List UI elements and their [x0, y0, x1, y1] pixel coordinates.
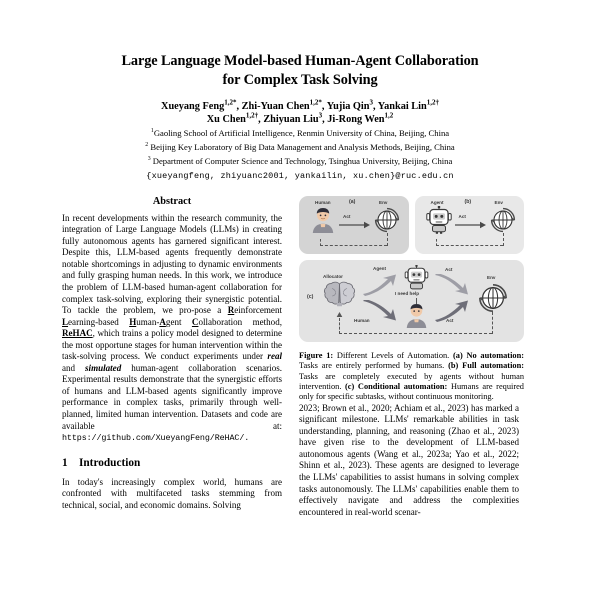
panel-b-feedback-left [436, 239, 437, 246]
acronym-word-reinforcement: einforcement [234, 305, 282, 316]
human-icon [311, 207, 335, 233]
acronym-word-human: uman- [136, 316, 160, 327]
emphasis-simulated: simulated [85, 362, 122, 373]
panel-c-env-label: Env [487, 274, 496, 280]
panel-a-env-label: Env [379, 199, 388, 205]
affiliation-2 [62, 142, 538, 154]
page-title [62, 52, 538, 89]
author-affil-marker: 1,2* [224, 98, 237, 107]
figure-panel-b [415, 196, 525, 254]
robot-icon [426, 206, 452, 234]
acronym-letter-l: L [62, 316, 69, 327]
author-name: Yujia Qin [326, 101, 370, 112]
author-line-2: Xu Chen$^{1,2\dagger}$, Zhiyuan Liu$^3$, Ji-Rong Wen$^{1,2}$ [206, 111, 394, 126]
acronym-word-collaboration: ollaboration method, [198, 316, 282, 327]
figure-1 [299, 196, 524, 403]
title-line-1: Large Language Model-based Human-Agent Collaboration [121, 53, 479, 69]
panel-c-feedback-right [492, 312, 493, 334]
affiliation-3 [62, 156, 538, 168]
author-name: Xueyang Feng [161, 101, 225, 112]
caption-c-text: Humans are required only for specific subtasks, without continuous monitoring. [299, 381, 524, 402]
globe-icon [490, 207, 516, 233]
affiliation-marker: 2 [145, 142, 149, 149]
author-name: Yankai Lin [377, 101, 427, 112]
title-line-2: for Complex Task Solving [222, 71, 378, 88]
abstract-part-2: , which trains a policy model designed to determine the most opportune stages for human intervention within the task-solving process. We conduct experiments under [62, 328, 282, 362]
globe-icon [374, 207, 400, 233]
author-affil-marker: 3 [369, 98, 374, 107]
panel-b-feedback-right [503, 233, 504, 246]
author-affil-marker: 3 [318, 111, 323, 120]
panel-c-human-branch-label: Human [354, 317, 370, 323]
affiliation-text: Department of Computer Science and Technology, Tsinghua University, Beijing, China [152, 155, 453, 166]
author-affil-marker: 1,2 [384, 111, 394, 120]
panel-c-action-label-top: Act [445, 266, 453, 272]
author-name: Ji-Rong Wen [327, 114, 385, 126]
caption-b-tag: (b) Full automation: [448, 361, 524, 371]
panel-c-action-label-bottom: Act [446, 317, 454, 323]
panel-a-action-label: Act [343, 213, 351, 219]
robot-icon [404, 265, 429, 291]
acronym-word-agent: gent [165, 316, 192, 327]
code-url-link[interactable]: https://github.com/XueyangFeng/ReHAC/. [62, 433, 250, 444]
panel-c-feedback-arrowhead-icon [336, 312, 343, 319]
globe-icon [478, 283, 508, 313]
figure-1-diagram [299, 196, 524, 342]
panel-a-actor-label: Human [315, 199, 331, 205]
abstract-part-1: In recent developments within the research community, the integration of Large Language Models (LLMs) in creating fully autonomous agents has garnered significant interest. Despite this, LLM-based agents frequently demonstrate notable shortcomings in adjusting to dynamic environments and fully grasping human needs. In this work, we introduce the problem of LLM-based human-agent collaboration for complex task-solving, exploring their synergistic potential. To tackle the problem, we pro-pose a [62, 212, 282, 316]
panel-c-feedback-left [339, 318, 340, 334]
author-name: Zhi-Yuan Chen [241, 101, 310, 112]
abstract-part-3: human-agent collaboration scenarios. Experimental results demonstrate that the synergistic efforts of humans and LLM-based agents significantly improve performance in complex tasks, primarily through well-planned, limited human intervention. Datasets and code are available at: [62, 362, 282, 431]
author-name: Zhiyuan Liu [263, 114, 319, 126]
section-title: Introduction [79, 456, 141, 469]
author-list [62, 100, 538, 126]
figure-1-caption [299, 351, 524, 403]
panel-a-feedback-right [387, 233, 388, 246]
affiliation-text: Beijing Key Laboratory of Big Data Management and Analysis Methods, Beijing, China [150, 142, 455, 152]
acronym-letter-r: R [227, 305, 235, 316]
panel-b-tag: (b) [464, 199, 472, 206]
panel-c-help-label: I need help [395, 290, 419, 296]
right-column [299, 196, 524, 519]
panel-c-agent-act-arrow-icon [433, 274, 471, 296]
panel-a-act-arrow-icon [339, 221, 371, 229]
abstract-conjunction: and [62, 362, 86, 373]
figure-panel-c [299, 260, 524, 342]
abstract-heading: Abstract [152, 195, 192, 207]
panel-b-actor-label: Agent [430, 199, 444, 205]
affiliation-1 [62, 128, 538, 140]
human-icon [405, 303, 428, 328]
emphasis-real: real [267, 351, 282, 362]
caption-b-text: Tasks are completely executed by agents without human intervention. [299, 371, 524, 391]
method-name: ReHAC [62, 328, 93, 339]
acronym-letter-c: C [191, 316, 199, 327]
panel-c-allocator-label: Allocator [323, 273, 343, 279]
panel-a-feedback-path [320, 245, 387, 246]
caption-a-text: Tasks are entirely performed by humans. [299, 361, 449, 371]
panel-a-feedback-left [320, 239, 321, 246]
caption-c-tag: (c) Conditional automation: [345, 381, 448, 391]
panel-c-human-act-arrow-icon [433, 300, 471, 322]
author-name: Xu Chen [206, 114, 246, 126]
acronym-letter-h: H [129, 316, 137, 327]
panel-b-feedback-path [436, 245, 503, 246]
left-column [62, 196, 282, 519]
panel-c-tag: (c) [307, 293, 314, 300]
panel-b-act-arrow-icon [455, 221, 487, 229]
section-heading-introduction [62, 457, 282, 470]
caption-title: Different Levels of Automation. [333, 350, 454, 360]
right-column-paragraph: 2023; Brown et al., 2020; Achiam et al., 2023) has marked a significant milestone. LLMs' remarkable abilities in task understanding, planning, and reasoning (Zhao et al., 2023) have given rise to the development of LLM-based autonomous agents (Wang et al., 2023a; Yao et al., 2022; Shinn et al., 2023). These agents are designed to leverage the LLMs' capabilities to assist humans in solving complex tasks autonomously. The LLMs' capabilities enable them to effectively navigate and address the complexities encountered in real-world scenar- [299, 402, 519, 517]
author-emails: {xueyangfeng, zhiyuanc2001, yankailin, xu.chen}@ruc.edu.cn [146, 170, 454, 181]
acronym-word-learning: earning-based [68, 316, 130, 327]
introduction-paragraph: In today's increasingly complex world, humans are confronted with multifaceted tasks stemming from technical, social, and economic domains. Solving [62, 476, 282, 510]
figure-number: Figure 1: [299, 350, 334, 360]
panel-c-allocator-to-human-arrow-icon [361, 300, 399, 322]
figure-top-row [299, 196, 524, 254]
panel-b-action-label: Act [458, 213, 466, 219]
brain-icon [323, 281, 356, 311]
abstract-text [62, 213, 282, 445]
panel-c-agent-branch-label: Agent [373, 265, 387, 271]
affiliation-marker: 1 [150, 128, 154, 135]
caption-a-tag: (a) No automation: [453, 350, 524, 360]
author-affil-marker: 1,2† [426, 98, 439, 107]
panel-c-feedback-path [339, 333, 492, 334]
panel-a-tag: (a) [349, 199, 356, 206]
section-number: 1 [62, 456, 68, 469]
author-affil-marker: 1,2* [309, 98, 322, 107]
author-affil-marker: 1,2† [245, 111, 259, 120]
affiliation-text: Gaoling School of Artificial Intelligence, Renmin University of China, Beijing, China [153, 128, 450, 139]
author-line-1: Xueyang Feng$^{1,2*}$, Zhi-Yuan Chen$^{1,2*}$, Yujia Qin$^3$, Yankai Lin$^{1,2\dagger}$ [161, 98, 439, 112]
figure-panel-a [299, 196, 409, 254]
panel-b-env-label: Env [494, 199, 503, 205]
affiliation-marker: 3 [147, 155, 151, 162]
acronym-letter-a: A [159, 316, 166, 327]
panel-c-allocator-to-agent-arrow-icon [361, 274, 399, 296]
two-column-body [62, 196, 538, 519]
